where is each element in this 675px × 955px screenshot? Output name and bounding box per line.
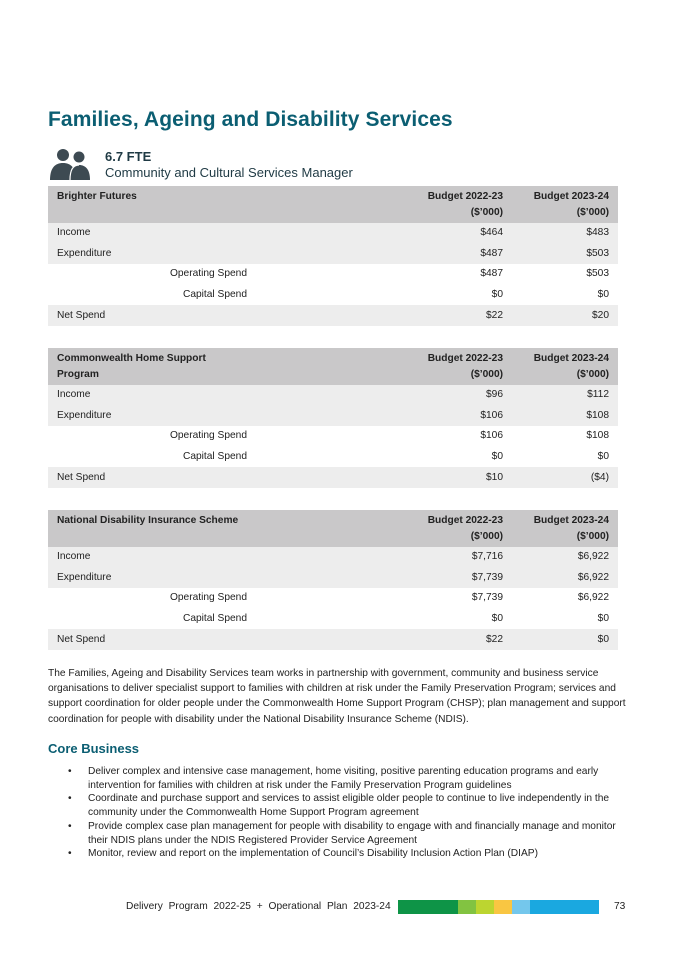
table-row	[48, 264, 618, 285]
core-business-heading: Core Business	[48, 741, 140, 756]
value-2022-23: $96	[406, 385, 512, 406]
value-2022-23: $0	[491, 613, 503, 625]
program-name: National Disability Insurance Scheme	[48, 510, 256, 547]
value-2023-24: $6,922	[577, 592, 609, 604]
table-row	[48, 426, 618, 447]
row-label: Operating Spend	[169, 430, 247, 442]
value-2022-23: $106	[480, 430, 503, 442]
color-segment	[530, 900, 565, 914]
value-2022-23: $106	[406, 406, 512, 427]
value-2022-23: $487	[406, 244, 512, 265]
column-header-2022-23: Budget 2022-23 ($’000)	[406, 186, 512, 223]
intro-paragraph: The Families, Ageing and Disability Services team works in partnership with government, community and business service organisations to deliver specialist support to families with children at risk under the Family Preservation Program; services and support coordination for older people under the Commonwealth Home Support Program (CHSP); plan management and support coordination for people with disability under the National Disability Insurance Scheme (NDIS).	[48, 668, 626, 725]
table-row	[48, 568, 618, 589]
value-2023-24: $0	[597, 613, 609, 625]
value-2022-23: $7,716	[406, 547, 512, 568]
value-2023-24: $108	[586, 430, 609, 442]
table-row	[48, 609, 618, 630]
row-label: Income	[48, 385, 256, 406]
page-number: 73	[614, 901, 626, 912]
table-row	[48, 385, 618, 406]
table-row	[48, 447, 618, 468]
color-segment	[476, 900, 494, 914]
value-2023-24: $0	[512, 629, 618, 650]
table-row	[48, 223, 618, 244]
value-2022-23: $22	[406, 305, 512, 326]
table-row	[48, 244, 618, 265]
color-segment	[458, 900, 476, 914]
staffing-summary	[48, 146, 648, 182]
fte-count: 6.7 FTE	[105, 149, 152, 164]
table-header	[48, 186, 618, 223]
table-row	[48, 467, 618, 488]
list-item: • Deliver complex and intensive case management, home visiting, positive parenting education programs and early intervention for families with children at risk under the Family Preservation Program guidelines	[68, 766, 599, 791]
color-segment	[428, 900, 458, 914]
value-2022-23: $0	[491, 289, 503, 301]
core-business-list	[48, 765, 628, 861]
row-label: Capital Spend	[182, 613, 247, 625]
value-2022-23: $7,739	[471, 592, 503, 604]
bullet-icon: •	[68, 848, 72, 860]
row-label: Net Spend	[48, 305, 256, 326]
table-row	[48, 406, 618, 427]
value-2023-24: $0	[597, 451, 609, 463]
row-label: Income	[48, 547, 256, 568]
color-segment	[398, 900, 428, 914]
value-2022-23: $487	[480, 268, 503, 280]
row-label: Expenditure	[48, 568, 256, 589]
table-header	[48, 348, 618, 385]
bullet-icon: •	[68, 820, 72, 832]
row-label: Income	[48, 223, 256, 244]
manager-title: Community and Cultural Services Manager	[105, 165, 353, 180]
row-label: Expenditure	[48, 244, 256, 265]
row-label: Operating Spend	[169, 268, 247, 280]
budget-table-chsp	[48, 348, 618, 488]
row-label: Net Spend	[48, 629, 256, 650]
footer-text: Delivery Program 2022-25 + Operational Plan 2023-24	[126, 901, 391, 912]
color-segment	[565, 900, 599, 914]
value-2023-24: ($4)	[512, 467, 618, 488]
table-row	[48, 285, 618, 306]
budget-table-ndis	[48, 510, 618, 650]
row-label: Net Spend	[48, 467, 256, 488]
value-2023-24: $503	[512, 244, 618, 265]
row-label: Operating Spend	[169, 592, 247, 604]
row-label: Capital Spend	[182, 289, 247, 301]
bullet-icon: •	[68, 766, 72, 777]
value-2022-23: $7,739	[406, 568, 512, 589]
footer-color-bar	[398, 900, 599, 914]
row-label: Expenditure	[48, 406, 256, 427]
column-header-2023-24: Budget 2023-24 ($’000)	[512, 186, 618, 223]
table-row	[48, 629, 618, 650]
value-2022-23: $10	[406, 467, 512, 488]
value-2023-24: $112	[512, 385, 618, 406]
value-2023-24: $483	[512, 223, 618, 244]
value-2023-24: $20	[512, 305, 618, 326]
color-segment	[512, 900, 530, 914]
list-item: • Coordinate and purchase support and services to assist eligible older people to continue to live independently in the community under the Commonwealth Home Support Program agreement	[68, 793, 610, 819]
table-row	[48, 588, 618, 609]
table-row	[48, 547, 618, 568]
table-header	[48, 510, 618, 547]
value-2023-24: $6,922	[512, 568, 618, 589]
color-segment	[494, 900, 512, 914]
row-label: Capital Spend	[182, 451, 247, 463]
value-2022-23: $0	[491, 451, 503, 463]
column-header-2023-24: Budget 2023-24 ($’000)	[512, 510, 618, 547]
page-title: Families, Ageing and Disability Services	[48, 108, 453, 131]
value-2022-23: $464	[406, 223, 512, 244]
list-item: • Monitor, review and report on the implementation of Council’s Disability Inclusion Action Plan (DIAP)	[68, 848, 538, 860]
program-name: Brighter Futures	[48, 186, 256, 223]
people-icon	[48, 148, 94, 180]
value-2023-24: $503	[586, 268, 609, 280]
table-row	[48, 305, 618, 326]
budget-table-brighter-futures	[48, 186, 618, 326]
column-header-2022-23: Budget 2022-23 ($’000)	[406, 510, 512, 547]
column-header-2022-23: Budget 2022-23 ($’000)	[406, 348, 512, 385]
column-header-2023-24: Budget 2023-24 ($’000)	[512, 348, 618, 385]
value-2022-23: $22	[406, 629, 512, 650]
program-name: Commonwealth Home Support Program	[48, 348, 256, 385]
bullet-icon: •	[68, 793, 72, 805]
list-item: • Provide complex case plan management for people with disability to engage with and financially manage and monitor their NDIS plans under the NDIS Registered Provider Service Agreement	[68, 820, 616, 846]
value-2023-24: $0	[597, 289, 609, 301]
value-2023-24: $108	[512, 406, 618, 427]
value-2023-24: $6,922	[512, 547, 618, 568]
